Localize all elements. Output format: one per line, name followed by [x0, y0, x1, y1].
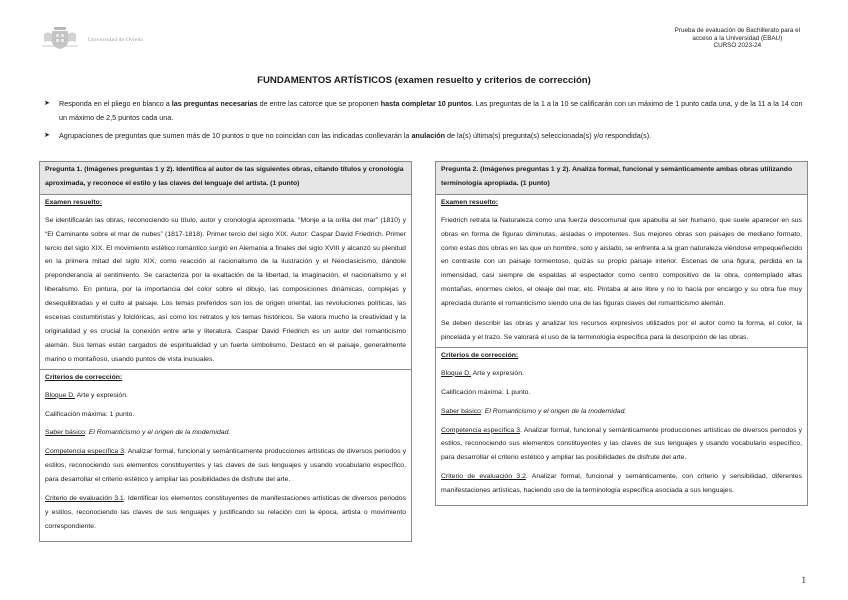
instruction-item: [44, 129, 804, 143]
logo-text: Universidad de Oviedo: [88, 37, 144, 43]
university-crest-icon: [40, 24, 80, 50]
calificacion: Calificación máxima: 1 punto.: [45, 410, 135, 418]
bloque: [441, 367, 802, 381]
page-number: 1: [801, 575, 806, 585]
bloque-label: Bloque D.: [45, 391, 76, 399]
exam-course: CURSO 2023-24: [713, 42, 762, 50]
saber-text: El Romanticismo y el origen de la modernidad.: [88, 429, 231, 437]
competencia-label: Competencia específica 3: [441, 426, 521, 434]
question-2-panel: [435, 161, 808, 506]
question-2-answer: [436, 195, 807, 348]
question-2-heading: Pregunta 2. (Imágenes preguntas 1 y 2). Analiza formal, funcional y semánticamente ambas obras utilizando terminología apropiada. (1 punto): [436, 162, 807, 195]
saber-text: El Romanticismo y el origen de la modernidad.: [484, 407, 627, 415]
instruction-text: de la(s) última(s) pregunta(s) seleccionada(s) y/o respondida(s).: [445, 131, 652, 140]
competencia-text: . Analizar formal, funcional y semánticamente producciones artísticas de diversos periodos y estilos, reconociendo sus elementos constituyentes y las claves de sus lenguajes y usando vocabulario específico, para desarrollar el criterio estético y ampliar las posibilidades de disfrute del arte.: [45, 448, 407, 484]
question-1-criteria: [40, 370, 411, 541]
exam-header-line: Prueba de evaluación de Bachillerato para el: [674, 27, 800, 34]
question-1-heading: Pregunta 1. (Imágenes preguntas 1 y 2). Identifica al autor de las siguientes obras, citando títulos y cronología aproximada, y reconoce el estilo y las claves del lenguaje del artista. (1 punto): [40, 162, 411, 195]
question-2-criteria: [436, 348, 807, 505]
criterio-evaluacion: [441, 470, 802, 498]
saber-basico: Saber básico: El Romanticismo y el origen de la modernidad.: [45, 429, 231, 437]
bloque-text: Arte y expresión.: [75, 391, 128, 399]
criterio-text: . Analizar formal, funcional y semánticamente, con criterio y sensibilidad, diferentes manifestaciones artísticas, haciendo uso de la terminología específica asociada a sus lenguajes.: [441, 473, 803, 495]
criterio-label: Criterio de evaluación 3.2: [441, 473, 526, 481]
competencia-text: . Analizar formal, funcional y semánticamente producciones artísticas de diversos periodos y estilos, reconociendo sus elementos constituyentes y las claves de sus lenguajes y usando vocabulario específico, para desarrollar el criterio estético y ampliar las posibilidades de disfrute del arte.: [441, 426, 803, 462]
criteria-title: Criterios de corrección:: [45, 373, 123, 381]
answer-text: Se identificarán las obras, reconociendo su título, autor y cronología aproximada. “Monje a la orilla del mar” (1810) y “El Caminante sobre el mar de nubes” (1817-1818). Primer tercio del siglo XIX. Autor: Caspar David Friedrich. Primer tercio del siglo XIX. El movimiento estético romántico surgió en Alemania a finales del siglo XVIII y alcanzó su plenitud en la primera mitad del siglo XIX, como reacción al racionalismo de la ilustración y el Neoclasicismo, dándole preponderancia al sentimiento. Se caracteriza por la exaltación de la libertad, la imaginación, el nacionalismo y el liberalismo. En pintura, por la importancia del color sobre el dibujo, las composiciones dinámicas, complejas y desequilibradas y el culto al paisaje. Los temas preferidos son los de origen oriental, las revoluciones políticas, las escenas costumbristas y folclóricas, así como los retratos y los temas históricos. Se valora mucho la creatividad y la originalidad y es crucial la conexión entre arte y literatura. Caspar David Friedrich es un autor del romanticismo alemán. Sus temas están cargados de espiritualidad y un fuerte simbolismo. Destacó en el paisaje, generalmente marino o montañoso, usando puntos de vista inusuales.: [45, 216, 406, 363]
competencia: [441, 424, 802, 466]
saber-basico: Saber básico: El Romanticismo y el origen de la modernidad.: [441, 407, 627, 415]
instruction-bold: hasta completar 10 puntos: [380, 99, 472, 108]
document-title: FUNDAMENTOS ARTÍSTICOS (examen resuelto y criterios de corrección): [257, 75, 591, 86]
criteria-title: Criterios de corrección:: [441, 351, 519, 359]
exam-header-line: acceso a la Universidad (EBAU): [692, 34, 783, 42]
answer-title: Examen resuelto:: [441, 198, 499, 206]
answer-text: Se deben describir las obras y analizar los recursos expresivos utilizados por el autor como la forma, el color, la pincelada y el trazo. Se valorará el uso de la terminología específica para la descripción de las obras.: [441, 320, 802, 341]
criterio-evaluacion: [45, 492, 406, 534]
bloque-label: Bloque D.: [441, 369, 472, 377]
calificacion: Calificación máxima: 1 punto.: [441, 388, 531, 396]
instruction-text: de entre las catorce que se proponen: [257, 99, 381, 108]
competencia-label: Competencia específica 3: [45, 448, 125, 456]
university-logo: [40, 24, 190, 52]
instruction-text: Agrupaciones de preguntas que sumen más de 10 puntos o que no coincidan con las indicadas conllevarán la: [59, 131, 412, 140]
saber-label: Saber básico: [441, 407, 481, 415]
instruction-text: Responda en el pliego en blanco a: [59, 99, 172, 108]
bloque-text: Arte y expresión.: [471, 369, 524, 377]
bloque: [45, 389, 406, 403]
answer-text: Friedrich retrata la Naturaleza como una fuerza descomunal que apabulla al ser humano, que suele aparecer en sus obras en forma de figuras diminutas, aisladas o impotentes. Sus mejores obras son paisajes de mediano formato, como estas dos obras en las que un hombre, solo y aislado, se enfrenta a la gran naturaleza viéndose empequeñecido en contraste con un paisaje tormentoso, quizás su propio paisaje interior. Escenas de una figura, perdida en la inmensidad, casi siempre de espaldas al espectador como centro compositivo de la obra, contemplado altas montañas, enormes cielos, el oleaje del mar, etc. Pintaba al aire libre y no lo hacía por encargo y su obra fue muy apreciada durante el romanticismo siendo una de las figuras claves del romanticismo alemán.: [441, 216, 802, 308]
competencia: [45, 445, 406, 487]
instructions: [44, 97, 804, 147]
instruction-bold: las preguntas necesarias: [171, 99, 258, 108]
arrow-bullet-icon: ➤: [44, 100, 50, 107]
criterio-text: . Identificar los elementos constituyentes de manifestaciones artísticas de diversos periodos y estilos, reconociendo las claves de sus lenguajes y justificando su relación con la época, artista o movimiento correspondiente.: [45, 495, 406, 530]
answer-title: Examen resuelto:: [45, 198, 103, 206]
saber-label: Saber básico: [45, 429, 85, 437]
exam-header: [675, 27, 800, 50]
question-1-panel: [39, 161, 412, 542]
instruction-item: [44, 97, 804, 125]
arrow-bullet-icon: ➤: [44, 132, 50, 139]
instruction-bold: anulación: [411, 131, 445, 140]
question-1-answer: [40, 195, 411, 370]
criterio-label: Criterio de evaluación 3.1: [45, 495, 124, 503]
instruction-text: . Las preguntas de la 1 a la 10 se calificarán con un máximo de 1 punto cada una, y de la 11 a la 14 con un máximo de 2,5 puntos cada una.: [59, 99, 803, 122]
